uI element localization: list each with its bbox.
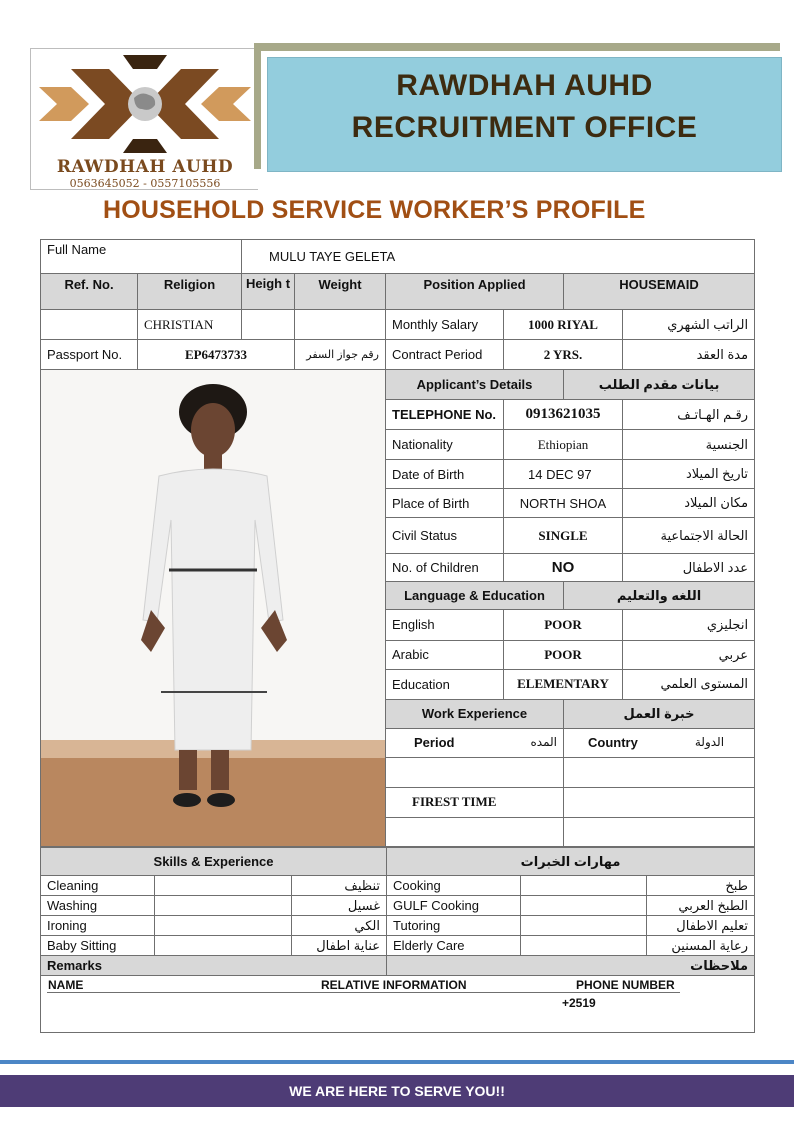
skills-table <box>40 847 755 1033</box>
height-value <box>242 310 295 340</box>
skills-header: Skills & Experience <box>41 848 387 876</box>
education-value: ELEMENTARY <box>504 669 623 699</box>
remarks-row <box>41 976 755 1033</box>
relative-phone-value: +2519 <box>562 996 596 1010</box>
applicant-header-ar: بيانات مقدم الطلب <box>564 370 755 400</box>
religion-value: CHRISTIAN <box>138 310 242 340</box>
banner-line-1: RAWDHAH AUHD <box>396 69 653 102</box>
passport-label: Passport No. <box>41 340 138 370</box>
passport-value: EP6473733 <box>138 340 295 370</box>
language-header-ar: اللغه والتعليم <box>564 582 755 610</box>
salary-label: Monthly Salary <box>386 310 504 340</box>
work-header: Work Experience <box>386 699 564 728</box>
salary-row <box>41 310 755 340</box>
profile-table <box>40 239 755 847</box>
period-column <box>386 728 564 757</box>
skill-ironing-ar: الكي <box>292 916 387 936</box>
applicant-header: Applicant’s Details <box>386 370 564 400</box>
pob-value: NORTH SHOA <box>504 489 623 518</box>
info-header-row <box>41 274 755 310</box>
logo-emblem-icon <box>31 49 258 159</box>
banner-line-2: RECRUITMENT OFFICE <box>351 111 698 144</box>
skill-washing-value <box>155 896 292 916</box>
skill-gulf-cooking-value <box>521 896 647 916</box>
skill-gulf-cooking-ar: الطبخ العربي <box>647 896 755 916</box>
arabic-value: POOR <box>504 640 623 669</box>
telephone-label-ar: رقـم الهـاتـف <box>623 400 755 430</box>
remarks-header-row <box>41 956 755 976</box>
worker-photo <box>41 370 386 846</box>
relative-name-column: NAME <box>48 978 84 992</box>
civil-status-value: SINGLE <box>504 518 623 554</box>
dob-value: 14 DEC 97 <box>504 460 623 489</box>
full-name-label: Full Name <box>41 240 242 274</box>
skill-row <box>41 936 755 956</box>
work-country-1 <box>564 757 755 787</box>
skill-gulf-cooking-label: GULF Cooking <box>387 896 521 916</box>
passport-label-ar: رقم جواز السفر <box>295 340 386 370</box>
footer-divider <box>0 1060 794 1064</box>
english-label-ar: انجليزي <box>623 610 755 640</box>
period-label: Period <box>414 735 455 751</box>
skill-cleaning-label: Cleaning <box>41 876 155 896</box>
skill-tutoring-ar: تعليم الاطفال <box>647 916 755 936</box>
skill-cleaning-value <box>155 876 292 896</box>
skill-baby-sitting-value <box>155 936 292 956</box>
weight-value <box>295 310 386 340</box>
education-label: Education <box>386 669 504 699</box>
salary-label-ar: الراتب الشهري <box>623 310 755 340</box>
pob-label-ar: مكان الميلاد <box>623 489 755 518</box>
skill-cooking-label: Cooking <box>387 876 521 896</box>
work-country-2 <box>564 787 755 817</box>
skills-header-row <box>41 848 755 876</box>
full-name-row <box>41 240 755 274</box>
passport-row <box>41 340 755 370</box>
pob-label: Place of Birth <box>386 489 504 518</box>
civil-status-label: Civil Status <box>386 518 504 554</box>
applicant-header-row <box>41 370 755 400</box>
civil-status-label-ar: الحالة الاجتماعية <box>623 518 755 554</box>
skill-washing-ar: غسيل <box>292 896 387 916</box>
work-period-3 <box>386 817 564 846</box>
ref-no-header: Ref. No. <box>41 274 138 310</box>
skill-baby-sitting-label: Baby Sitting <box>41 936 155 956</box>
telephone-value: 0913621035 <box>504 400 623 430</box>
skill-ironing-label: Ironing <box>41 916 155 936</box>
remarks-label-ar: ملاحظات <box>387 956 755 976</box>
position-value: HOUSEMAID <box>564 274 755 310</box>
skill-ironing-value <box>155 916 292 936</box>
religion-header: Religion <box>138 274 242 310</box>
phone-number-column: PHONE NUMBER <box>576 978 675 992</box>
photo-cell <box>41 370 386 847</box>
position-header: Position Applied <box>386 274 564 310</box>
telephone-label: TELEPHONE No. <box>386 400 504 430</box>
arabic-label: Arabic <box>386 640 504 669</box>
height-header: Heigh t <box>242 274 295 310</box>
period-label-ar: المده <box>530 735 557 750</box>
country-label: Country <box>588 735 638 751</box>
children-value: NO <box>504 554 623 582</box>
skill-elderly-care-ar: رعاية المسنين <box>647 936 755 956</box>
skill-elderly-care-label: Elderly Care <box>387 936 521 956</box>
remarks-label: Remarks <box>41 956 387 976</box>
page-title: HOUSEHOLD SERVICE WORKER’S PROFILE <box>103 196 646 224</box>
skill-cooking-value <box>521 876 647 896</box>
relative-info-column: RELATIVE INFORMATION <box>321 978 467 992</box>
education-label-ar: المستوى العلمي <box>623 669 755 699</box>
skill-row <box>41 916 755 936</box>
contract-label-ar: مدة العقد <box>623 340 755 370</box>
remarks-underline <box>47 992 680 993</box>
skill-elderly-care-value <box>521 936 647 956</box>
skill-cleaning-ar: تنظيف <box>292 876 387 896</box>
work-entry: FIREST TIME <box>386 787 564 817</box>
contract-value: 2 YRS. <box>504 340 623 370</box>
work-header-ar: خبرة العمل <box>564 699 755 728</box>
footer-banner: WE ARE HERE TO SERVE YOU!! <box>0 1075 794 1107</box>
company-logo <box>30 48 258 190</box>
nationality-label-ar: الجنسية <box>623 430 755 460</box>
language-header: Language & Education <box>386 582 564 610</box>
full-name-value: MULU TAYE GELETA <box>242 240 755 274</box>
english-label: English <box>386 610 504 640</box>
country-label-ar: الدولة <box>694 735 725 750</box>
children-label-ar: عدد الاطفال <box>623 554 755 582</box>
skill-row <box>41 896 755 916</box>
office-banner <box>267 57 782 172</box>
children-label: No. of Children <box>386 554 504 582</box>
weight-header: Weight <box>295 274 386 310</box>
skill-tutoring-value <box>521 916 647 936</box>
dob-label: Date of Birth <box>386 460 504 489</box>
remarks-cell <box>41 976 755 1033</box>
english-value: POOR <box>504 610 623 640</box>
arabic-label-ar: عربي <box>623 640 755 669</box>
skill-cooking-ar: طبخ <box>647 876 755 896</box>
dob-label-ar: تاريخ الميلاد <box>623 460 755 489</box>
ref-no-value <box>41 310 138 340</box>
work-period-1 <box>386 757 564 787</box>
contract-label: Contract Period <box>386 340 504 370</box>
salary-value: 1000 RIYAL <box>504 310 623 340</box>
skill-baby-sitting-ar: عناية اطفال <box>292 936 387 956</box>
skills-header-ar: مهارات الخبرات <box>387 848 755 876</box>
skill-row <box>41 876 755 896</box>
country-column <box>564 728 755 757</box>
logo-phones: 0563645052 - 0557105556 <box>69 177 221 190</box>
logo-name: RAWDHAH AUHD <box>56 157 234 177</box>
skill-washing-label: Washing <box>41 896 155 916</box>
work-country-3 <box>564 817 755 846</box>
nationality-label: Nationality <box>386 430 504 460</box>
skill-tutoring-label: Tutoring <box>387 916 521 936</box>
nationality-value: Ethiopian <box>504 430 623 460</box>
